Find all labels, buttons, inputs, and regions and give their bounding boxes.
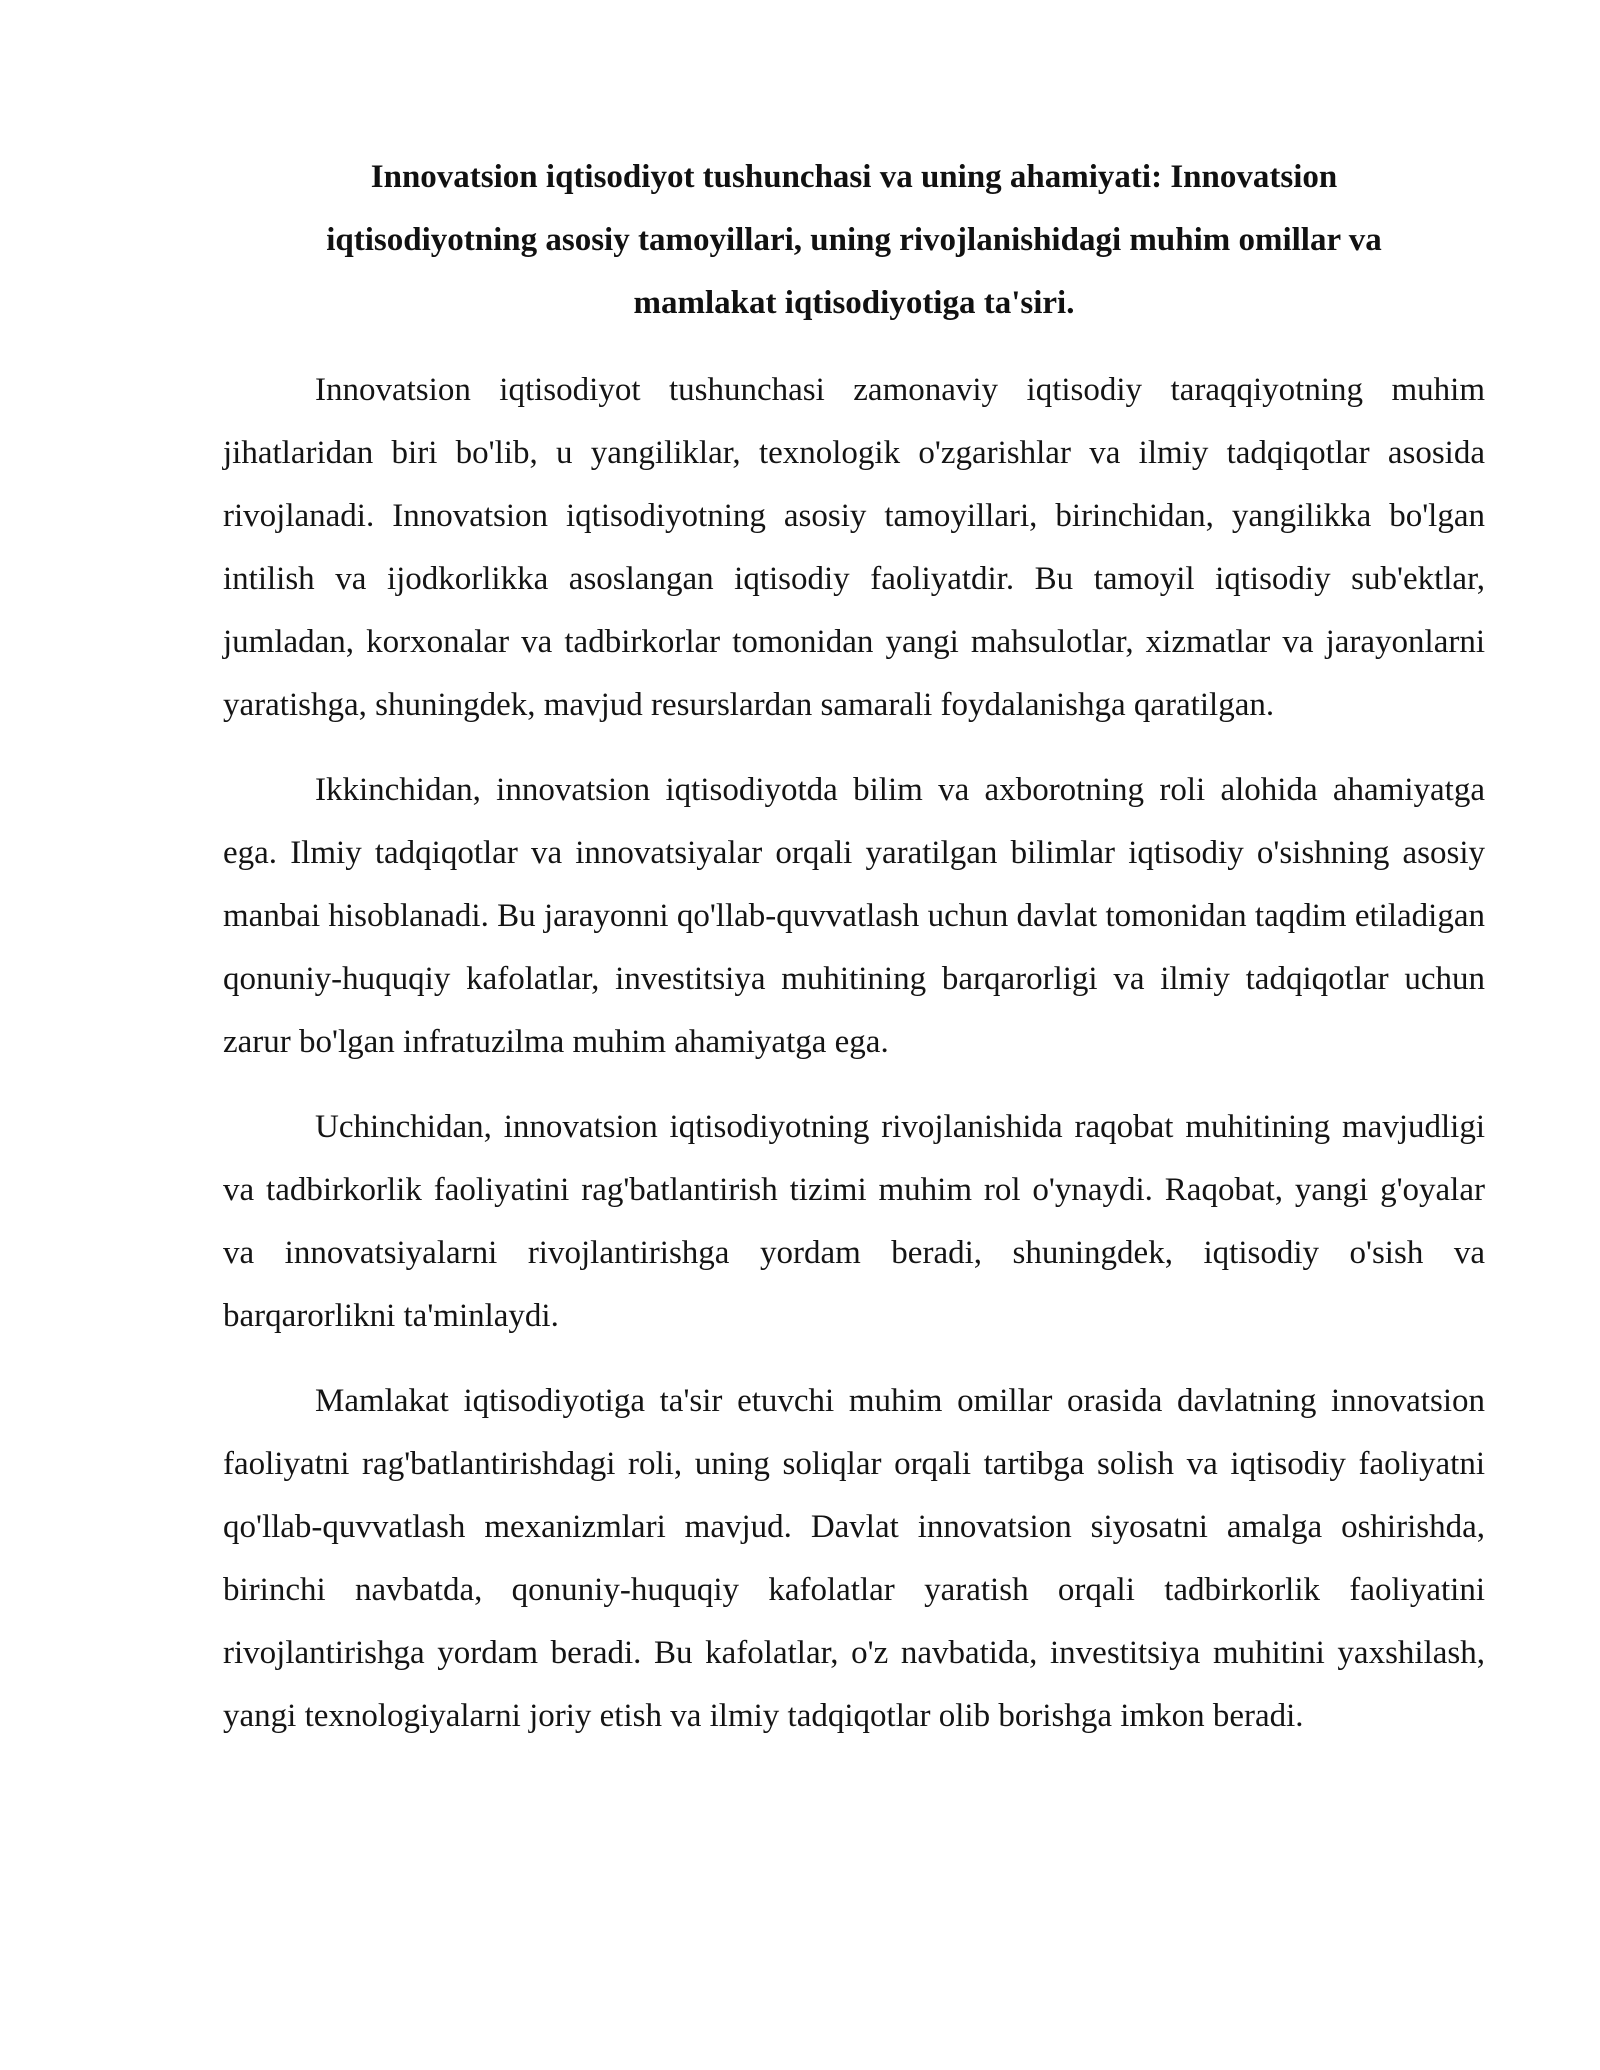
- paragraph-4: Mamlakat iqtisodiyotiga ta'sir etuvchi muhim omillar orasida davlatning innovatsion faoliyatni rag'batlantirishdagi roli, uning soliqlar orqali tartibga solish va iqtisodiy faoliyatni qo'llab-quvvatlash mexanizmlari mavjud. Davlat innovatsion siyosatni amalga oshirishda, birinchi navbatda, qonuniy-huquqiy kafolatlar yaratish orqali tadbirkorlik faoliyatini rivojlantirishga yordam beradi. Bu kafolatlar, o'z navbatida, investitsiya muhitini yaxshilash, yangi texnologiyalarni joriy etish va ilmiy tadqiqotlar olib borishga imkon beradi.: [223, 1383, 1485, 1734]
- document-body: [223, 359, 1485, 1748]
- document-page: [223, 146, 1485, 1770]
- paragraph-1: Innovatsion iqtisodiyot tushunchasi zamonaviy iqtisodiy taraqqiyotning muhim jihatlaridan biri bo'lib, u yangiliklar, texnologik o'zgarishlar va ilmiy tadqiqotlar asosida rivojlanadi. Innovatsion iqtisodiyotning asosiy tamoyillari, birinchidan, yangilikka bo'lgan intilish va ijodkorlikka asoslangan iqtisodiy faoliyatdir. Bu tamoyil iqtisodiy sub'ektlar, jumladan, korxonalar va tadbirkorlar tomonidan yangi mahsulotlar, xizmatlar va jarayonlarni yaratishga, shuningdek, mavjud resurslardan samarali foydalanishga qaratilgan.: [223, 372, 1485, 723]
- paragraph-3: Uchinchidan, innovatsion iqtisodiyotning rivojlanishida raqobat muhitining mavjudligi va tadbirkorlik faoliyatini rag'batlantirish tizimi muhim rol o'ynaydi. Raqobat, yangi g'oyalar va innovatsiyalarni rivojlantirishga yordam beradi, shuningdek, iqtisodiy o'sish va barqarorlikni ta'minlaydi.: [223, 1109, 1485, 1334]
- document-title: Innovatsion iqtisodiyot tushunchasi va uning ahamiyati: Innovatsion iqtisodiyotning asosiy tamoyillari, uning rivojlanishidagi muhim omillar va mamlakat iqtisodiyotiga ta'siri.: [326, 159, 1382, 321]
- paragraph-2: Ikkinchidan, innovatsion iqtisodiyotda bilim va axborotning roli alohida ahamiyatga ega. Ilmiy tadqiqotlar va innovatsiyalar orqali yaratilgan bilimlar iqtisodiy o'sishning asosiy manbai hisoblanadi. Bu jarayonni qo'llab-quvvatlash uchun davlat tomonidan taqdim etiladigan qonuniy-huquqiy kafolatlar, investitsiya muhitining barqarorligi va ilmiy tadqiqotlar uchun zarur bo'lgan infratuzilma muhim ahamiyatga ega.: [223, 772, 1485, 1060]
